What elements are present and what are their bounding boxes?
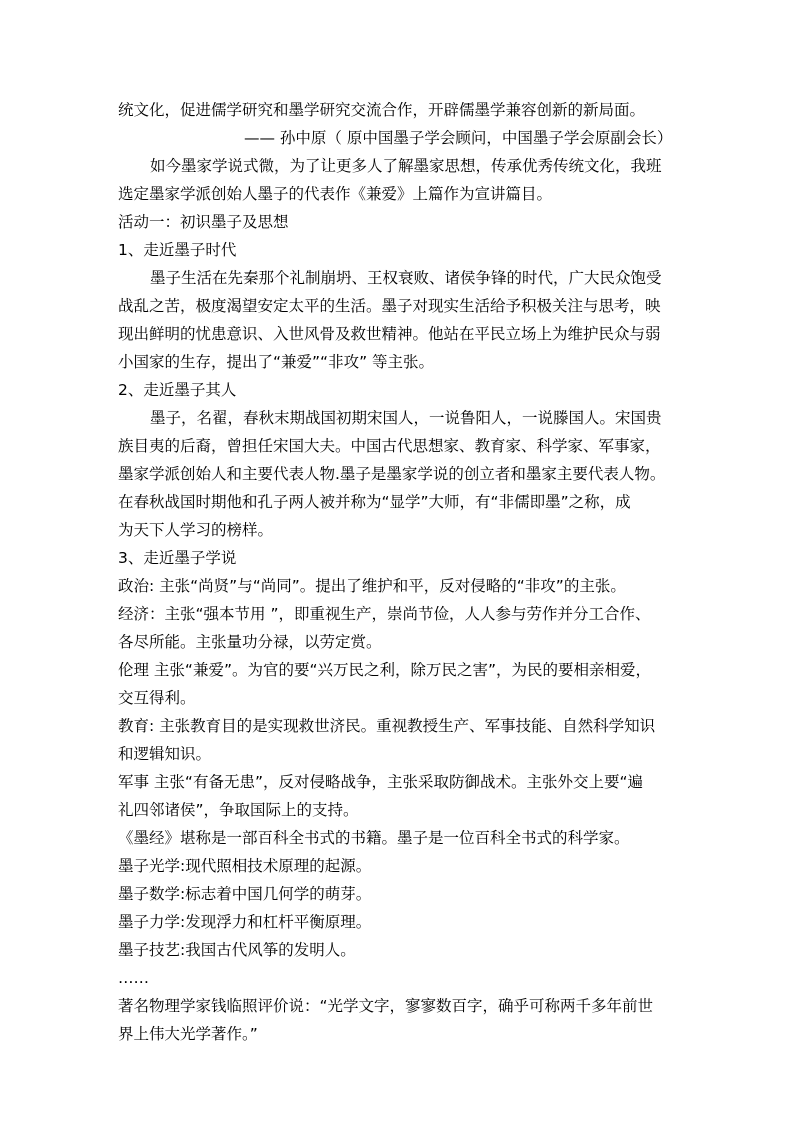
text-line: 族目夷的后裔，曾担任宋国大夫。中国古代思想家、教育家、科学家、军事家， — [118, 437, 661, 455]
text-line: 墨子技艺:我国古代风筝的发明人。 — [118, 941, 356, 959]
section-heading: 活动一：初识墨子及思想 — [118, 213, 289, 231]
text-line: 墨子生活在先秦那个礼制崩坍、王权衰败、诸侯争锋的时代，广大民众饱受 — [150, 269, 662, 287]
text-line: 教育: 主张教育目的是实现救世济民。重视教授生产、军事技能、自然科学知识 — [118, 717, 656, 735]
ellipsis-line: …… — [118, 969, 149, 987]
text-line: 界上伟大光学著作。” — [118, 1025, 258, 1043]
text-line: 墨子数学:标志着中国几何学的萌芽。 — [118, 885, 372, 903]
subsection-heading: 3、走近墨子学说 — [118, 549, 237, 567]
document-body — [118, 96, 688, 1048]
text-line: 小国家的生存，提出了“兼爱”“非攻” 等主张。 — [118, 353, 435, 371]
text-line: 墨子光学:现代照相技术原理的起源。 — [118, 857, 372, 875]
attribution-line: —— 孙中原（ 原中国墨子学会顾问，中国墨子学会原副会长） — [244, 129, 673, 147]
text-line: 统文化，促进儒学研究和墨学研究交流合作，开辟儒墨学兼容创新的新局面。 — [118, 101, 646, 119]
text-line: 伦理 主张“兼爱”。为官的要“兴万民之利，除万民之害”，为民的要相亲相爱， — [118, 661, 652, 679]
subsection-heading: 1、走近墨子时代 — [118, 241, 237, 259]
text-line: 在春秋战国时期他和孔子两人被并称为“显学”大师，有“非儒即墨”之称，成 — [118, 493, 631, 511]
text-line: 和逻辑知识。 — [118, 745, 212, 763]
text-line: 战乱之苦，极度渴望安定太平的生活。墨子对现实生活给予积极关注与思考，映 — [118, 297, 661, 315]
text-line: 墨子力学:发现浮力和杠杆平衡原理。 — [118, 913, 372, 931]
text-line: 礼四邻诸侯”，争取国际上的支持。 — [118, 801, 359, 819]
text-line: 政治: 主张“尚贤”与“尚同”。提出了维护和平，反对侵略的“非攻”的主张。 — [118, 577, 626, 595]
text-line: 交互得利。 — [118, 689, 196, 707]
text-line: 如今墨家学说式微，为了让更多人了解墨家思想，传承优秀传统文化，我班 — [150, 157, 662, 175]
text-line: 军事 主张“有备无患”，反对侵略战争，主张采取防御战术。主张外交上要“遍 — [118, 773, 644, 791]
text-line: 墨家学派创始人和主要代表人物.墨子是墨家学说的创立者和墨家主要代表人物。 — [118, 465, 666, 483]
text-line: 现出鲜明的忧患意识、入世风骨及救世精神。他站在平民立场上为维护民众与弱 — [118, 325, 661, 343]
text-line: 各尽所能。主张量功分禄，以劳定赏。 — [118, 633, 382, 651]
subsection-heading: 2、走近墨子其人 — [118, 381, 237, 399]
text-line: 为天下人学习的榜样。 — [118, 521, 274, 539]
text-line: 选定墨家学派创始人墨子的代表作《兼爱》上篇作为宣讲篇目。 — [118, 185, 553, 203]
text-line: 墨子，名翟，春秋末期战国初期宋国人，一说鲁阳人，一说滕国人。宋国贵 — [150, 409, 662, 427]
text-line: 著名物理学家钱临照评价说：“光学文字，寥寥数百字，确乎可称两千多年前世 — [118, 997, 654, 1015]
text-line: 经济：主张“强本节用 ”，即重视生产，崇尚节俭，人人参与劳作并分工合作、 — [118, 605, 651, 623]
text-line: 《墨经》堪称是一部百科全书式的书籍。墨子是一位百科全书式的科学家。 — [118, 829, 630, 847]
